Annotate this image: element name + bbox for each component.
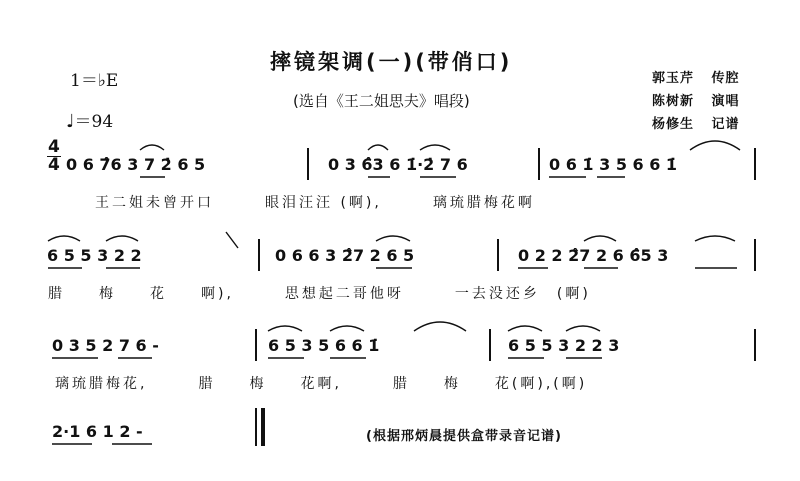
slur-mark [690,141,740,150]
measure-1-notes: 0 6 7̂6 3 7 2̇ 6 5 [66,155,206,174]
credit-name: 杨修生 [652,117,695,132]
tempo-value: ＝94 [74,112,114,132]
measure-5-notes: 0 6 6 3 2̂7 2 6 5 [275,246,415,265]
slur-mark [368,145,388,150]
key-signature: 1＝♭E [70,71,119,91]
credit-name: 郭玉芹 [652,71,695,86]
measure-7-notes: 0 3 5 2 7 6 - [52,336,159,355]
time-signature-numerator: 4 [48,137,60,157]
line-3-lyrics: 璃琉腊梅花, 腊 梅 花啊, 腊 梅 花(啊),(啊) [55,376,588,392]
measure-9-notes: 6 5 5 3 2 2 3 [508,336,620,355]
credit-role: 传腔 [711,71,740,86]
line-2-lyrics: 腊 梅 花 啊), 思想起二哥他呀 一去没还乡 (啊) [48,286,591,302]
slur-mark [414,322,466,331]
song-title: 摔镜架调(一)(带俏口) [270,50,513,74]
slur-mark [106,236,138,241]
measure-6-notes: 0 2 2 2̂7 2 6 6̂5 3 [518,246,669,265]
slur-mark [268,326,302,331]
slur-mark [695,236,735,241]
slur-mark [140,145,164,150]
time-signature-denominator: 4 [48,155,60,175]
measure-3-notes: 0 6 1̇ 3 5 6 6 1̇ [549,155,678,174]
credit-role: 演唱 [711,94,740,109]
credit-role: 记谱 [711,117,740,132]
slur-mark [566,326,600,331]
line-1-lyrics: 王二姐未曾开口 眼泪汪汪 (啊), 璃琉腊梅花啊 [95,195,535,211]
slur-mark [330,326,364,331]
slur-mark [508,326,542,331]
credit-name: 陈树新 [652,94,695,109]
slur-mark [48,236,80,241]
quarter-note-icon: ♩ [66,111,75,132]
song-subtitle: (选自《王二姐思夫》唱段) [293,92,470,110]
slur-mark [420,145,450,150]
source-note: (根据邢炳晨提供盒带录音记谱) [366,429,562,444]
slur-mark [584,236,616,241]
glide-mark [226,232,238,248]
measure-2-notes: 0 3 6̂3 6 1̇·2̇ 7 6 [328,155,468,174]
measure-10-notes: 2·1 6 1 2 - [52,422,143,441]
slur-mark [376,236,410,241]
measure-4-notes: 6 5 5 3 2 2 [47,246,142,265]
measure-8-notes: 6 5 3 5 6 6 1̇ [268,336,380,355]
